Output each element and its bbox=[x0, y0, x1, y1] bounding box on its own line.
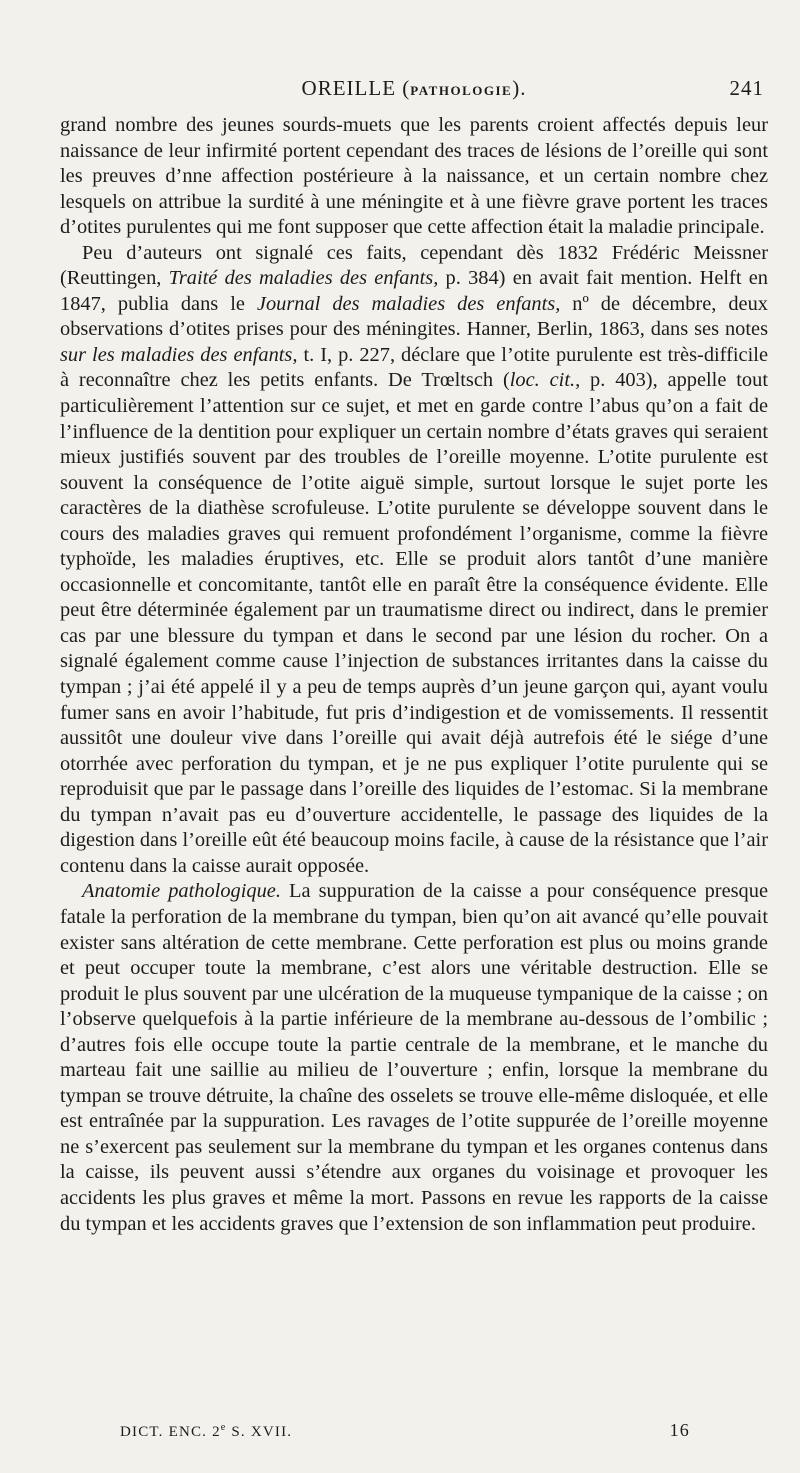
italic-text: Anatomie pathologique. bbox=[82, 880, 281, 903]
text-run: p. 384) en avait fait mention. Helft en 1847, publia dans le bbox=[60, 267, 769, 315]
text-run: grand nombre des jeunes sourds-muets que les parents croient affectés depuis leur naissance de leur infirmité portent cependant des traces de lésions de l’oreille qui sont les preuves d’nne affection postérieure à la naissance, et un certain nombre chez lesquels on attribue la surdité à une méningite et à une fièvre grave portent les traces d’otites purulentes qui me font supposer que cette affection était la maladie principale. bbox=[60, 114, 768, 239]
text-run: Peu d’auteurs ont signalé ces faits, cependant dès 1832 Frédéric Meissner (Reuttingen, bbox=[60, 241, 768, 290]
running-title-end: ). bbox=[512, 76, 527, 100]
paragraph bbox=[60, 241, 768, 880]
text-run: t. I, p. 227, déclare que l’otite purulente est très-difficile à reconnaître chez les petits enfants. De Trœltsch ( bbox=[60, 343, 768, 392]
text-run: nº de décembre, deux observations d’otites prises pour des méningites. Hanner, Berlin, 1863, dans ses notes bbox=[60, 292, 769, 341]
running-title bbox=[60, 76, 768, 101]
italic-text: sur les maladies des enfants, bbox=[60, 343, 298, 366]
signature-number: 16 bbox=[669, 1420, 690, 1440]
text-run: p. 403), appelle tout particulièrement l’attention sur ce sujet, et met en garde contre l’abus qu’on a fait de l’influence de la dentition pour expliquer un certain nombre d’états graves qui seraient mieux justifiés souvent par des troubles de l’oreille moyenne. L’otite purulente est souvent la conséquence de l’otite aiguë simple, surtout lorsque le sujet porte les caractères de la diathèse scrofuleuse. L’otite purulente se développe souvent dans le cours des maladies graves qui remuent profondément l’organisme, comme la fièvre typhoïde, les maladies éruptives, etc. Elle se produit alors tantôt d’une manière occasionnelle et concomitante, tantôt elle en paraît être la conséquence évidente. Elle peut être déterminée également par un traumatisme direct ou indirect, dans le premier cas par une blessure du tympan et dans le second par une lésion du rocher. On a signalé également comme cause l’injection de substances irritantes dans la caisse du tympan ; j’ai été appelé il y a peu de temps auprès d’un jeune garçon qui, ayant voulu fumer sans en avoir l’habitude, fut pris d’indigestion et de vomissements. Il ressentit aussitôt une douleur vive dans l’oreille qui avait déjà autrefois été le siége d’une otorrhée avec perforation du tympan, et je ne pus expliquer l’otite purulente qui se reproduisit que par le passage dans l’oreille des liquides de l’estomac. Si la membrane du tympan n’avait pas eu d’ouverture accidentelle, le passage des liquides de la digestion dans l’oreille eût été beaucoup moins facile, à cause de la résistance que l’air contenu dans la caisse aurait opposée. bbox=[60, 369, 768, 877]
italic-text: loc. cit., bbox=[509, 369, 581, 392]
running-title-sub: PATHOLOGIE bbox=[410, 83, 513, 98]
italic-text: Journal des maladies des enfants, bbox=[256, 292, 561, 315]
paragraph bbox=[60, 113, 768, 241]
page-number: 241 bbox=[729, 76, 764, 100]
page-footer bbox=[120, 1420, 690, 1444]
text-run: La suppuration de la caisse a pour conséquence presque fatale la perforation de la membrane du tympan, bien qu’on ait avancé qu’elle pouvait exister sans altération de cette membrane. Cette perforation est plus ou moins grande et peut occuper toute la membrane, c’est alors une véritable destruction. Elle se produit le plus souvent par une ulcération de la muqueuse tympanique de la caisse ; on l’observe quelquefois à la partie inférieure de la membrane au-dessous de l’ombilic ; d’autres fois elle occupe toute la partie centrale de la membrane, et le manche du marteau fait une saillie au milieu de l’ouverture ; enfin, lorsque la membrane du tympan se trouve détruite, la chaîne des osselets se trouve elle-même disloquée, et elle est entraînée par la suppuration. Les ravages de l’otite suppurée de l’oreille moyenne ne s’exercent pas seulement sur la membrane du tympan et les organes contenus dans la caisse, ils peuvent aussi s’étendre aux organes du voisinage et provoquer les accidents les plus graves et même la mort. Passons en revue les rapports de la caisse du tympan et les accidents graves que l’extension de son inflammation peut produire. bbox=[60, 880, 768, 1235]
body-text bbox=[60, 113, 768, 1237]
paragraph bbox=[60, 879, 768, 1237]
italic-text: Traité des maladies des enfants, bbox=[168, 267, 439, 290]
printer-signature: DICT. ENC. 2e S. XVII. bbox=[120, 1422, 293, 1440]
running-title-main: OREILLE ( bbox=[301, 76, 411, 100]
running-head bbox=[60, 76, 768, 106]
